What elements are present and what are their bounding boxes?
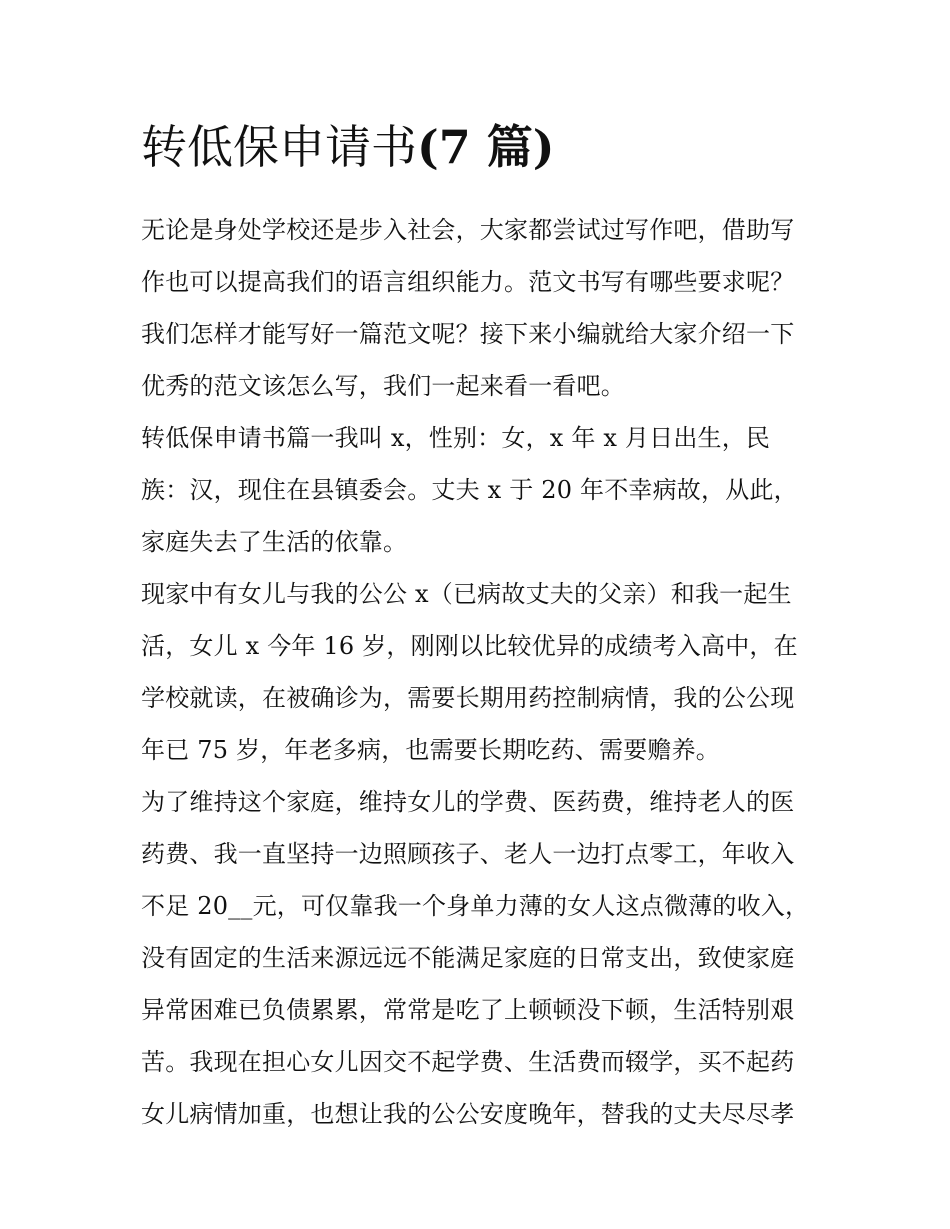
text-line: 苦。我现在担心女儿因交不起学费、生活费而辍学，买不起药 [141, 1048, 795, 1076]
text-line: 现家中有女儿与我的公公 x（已病故丈夫的父亲）和我一起生 [141, 580, 792, 608]
text-line: 我们怎样才能写好一篇范文呢？接下来小编就给大家介绍一下 [141, 320, 795, 348]
text-line: 异常困难已负债累累，常常是吃了上顿顿没下顿，生活特别艰 [141, 996, 795, 1024]
document-title [141, 112, 813, 182]
text-line: 活，女儿 x 今年 16 岁，刚刚以比较优异的成绩考入高中，在 [141, 632, 798, 660]
text-line: 家庭失去了生活的依靠。 [141, 528, 408, 556]
text-line: 族：汉，现住在县镇委会。丈夫 x 于 20 年不幸病故，从此， [141, 476, 798, 504]
document-body [141, 204, 813, 1140]
text-line: 年已 75 岁，年老多病，也需要长期吃药、需要赡养。 [141, 736, 720, 764]
document-page [141, 112, 813, 1140]
text-line: 转低保申请书篇一我叫 x，性别：女，x 年 x 月日出生，民 [141, 424, 771, 452]
text-line: 为了维持这个家庭，维持女儿的学费、医药费，维持老人的医 [141, 788, 795, 816]
text-line: 学校就读，在被确诊为，需要长期用药控制病情，我的公公现 [141, 684, 795, 712]
text-line: 优秀的范文该怎么写，我们一起来看一看吧。 [141, 372, 625, 400]
title-count: (7 篇) [417, 120, 555, 174]
title-main: 转低保申请书 [141, 120, 417, 174]
text-line: 药费、我一直坚持一边照顾孩子、老人一边打点零工，年收入 [141, 840, 795, 868]
text-line: 没有固定的生活来源远远不能满足家庭的日常支出，致使家庭 [141, 944, 795, 972]
text-line: 无论是身处学校还是步入社会，大家都尝试过写作吧，借助写 [141, 216, 795, 244]
text-line: 女儿病情加重，也想让我的公公安度晚年，替我的丈夫尽尽孝 [141, 1100, 795, 1128]
text-line: 不足 20__元，可仅靠我一个身单力薄的女人这点微薄的收入， [141, 892, 810, 920]
text-line: 作也可以提高我们的语言组织能力。范文书写有哪些要求呢？ [141, 268, 795, 296]
